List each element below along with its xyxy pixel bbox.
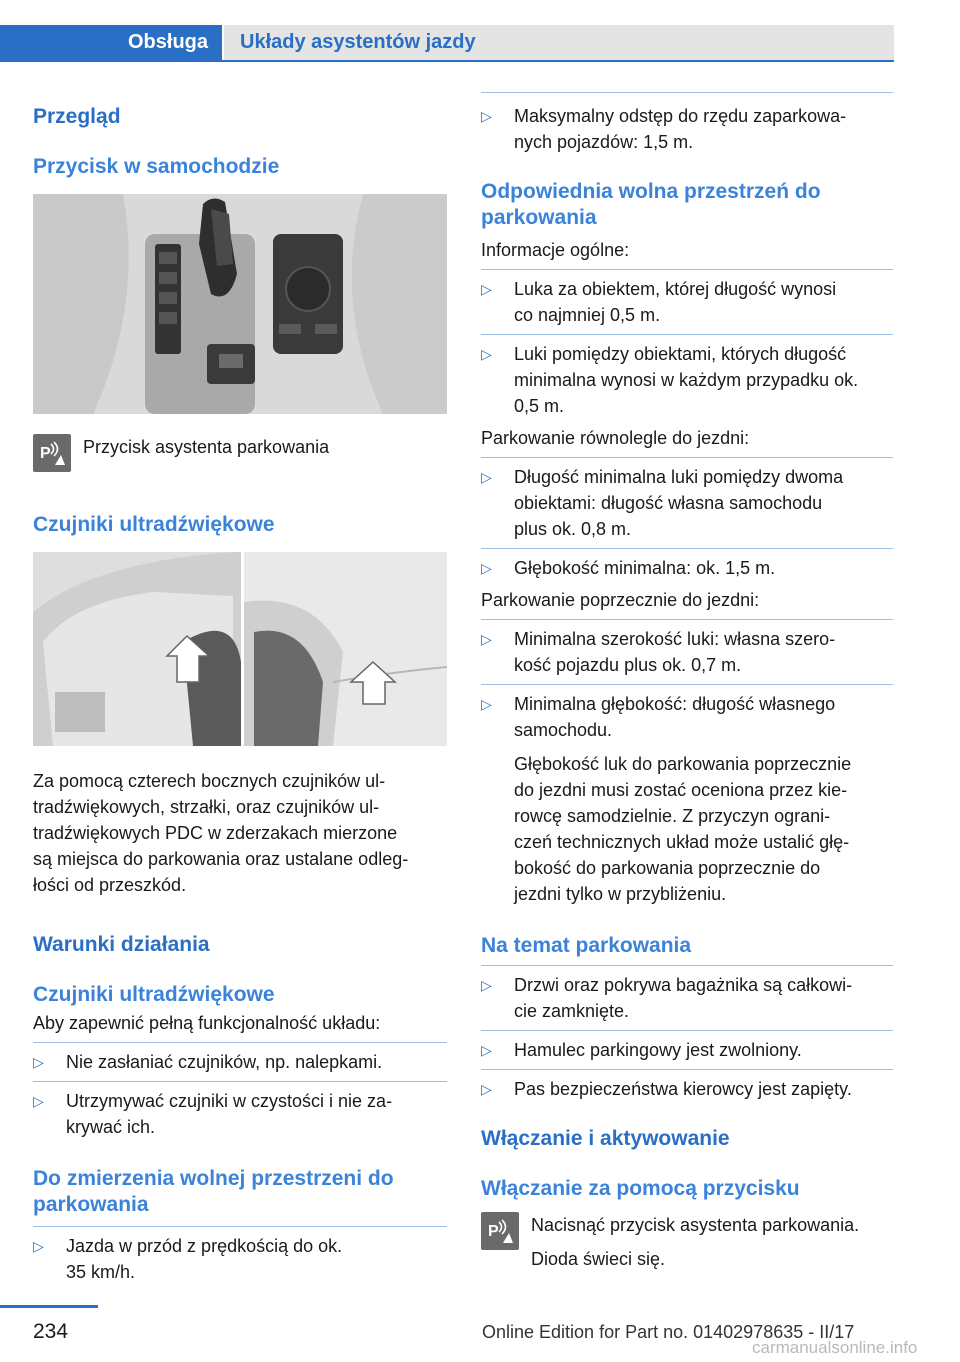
note-line: rowcę samodzielnie. Z przyczyn ograni‐ xyxy=(514,806,831,826)
left-column xyxy=(33,96,447,1285)
heading-warunki: Warunki działania xyxy=(33,933,210,956)
triangle-bullet-icon: ▷ xyxy=(481,631,492,647)
heading-line: Do zmierzenia wolnej przestrzeni do xyxy=(33,1167,394,1190)
heading-wlaczanie-przycisk: Włączanie za pomocą przycisku xyxy=(481,1177,800,1200)
triangle-bullet-icon: ▷ xyxy=(481,696,492,712)
list-item xyxy=(481,691,893,743)
sensor-text-line: tradźwiękowych PDC w zderzakach mierzone xyxy=(33,823,398,843)
intro-full-function: Aby zapewnić pełną funkcjonalność układu: xyxy=(33,1013,381,1033)
bullet-text: Maksymalny odstęp do rzędu zaparkowa‐ xyxy=(514,106,847,126)
bullet-text: Głębokość minimalna: ok. 1,5 m. xyxy=(514,558,776,578)
tab-obsluga[interactable]: Obsługa xyxy=(0,25,222,60)
edition-label: Online Edition for Part no. 01402978635 - II/17 xyxy=(482,1322,855,1342)
divider xyxy=(481,457,893,458)
bullet-text: Minimalna szerokość luki: własna szero‐ xyxy=(514,629,836,649)
divider xyxy=(481,1069,893,1070)
divider xyxy=(481,619,893,620)
heading-na-temat: Na temat parkowania xyxy=(481,934,692,957)
bullet-text: kość pojazdu plus ok. 0,7 m. xyxy=(514,655,742,675)
triangle-bullet-icon: ▷ xyxy=(33,1238,44,1254)
triangle-bullet-icon: ▷ xyxy=(33,1054,44,1070)
tab-section-title[interactable]: Układy asystentów jazdy xyxy=(224,25,894,60)
bullet-text: co najmniej 0,5 m. xyxy=(514,305,661,325)
bullet-text: krywać ich. xyxy=(66,1117,156,1137)
page-number: 234 xyxy=(33,1320,69,1343)
svg-text:P: P xyxy=(488,1223,499,1240)
bullet-text: nych pojazdów: 1,5 m. xyxy=(514,132,694,152)
bullet-text: cie zamknięte. xyxy=(514,1001,630,1021)
bullet-text: Nie zasłaniać czujników, np. nalepkami. xyxy=(66,1052,383,1072)
heading-line: parkowania xyxy=(33,1193,149,1216)
console-illustration xyxy=(33,194,447,414)
divider xyxy=(481,684,893,685)
bullet-text: 35 km/h. xyxy=(66,1262,136,1282)
bullet-text: Luki pomiędzy obiektami, których długość xyxy=(514,344,847,364)
press-instructions xyxy=(531,1212,859,1272)
note-line: czeń technicznych układ może ustalić głę‐ xyxy=(514,832,850,852)
bullet-text: Luka za obiektem, której długość wynosi xyxy=(514,279,837,299)
list-item xyxy=(481,626,893,678)
divider xyxy=(33,1081,447,1082)
sensor-text-line: są miejsca do parkowania oraz ustalane odleg‐ xyxy=(33,849,409,869)
press-button-row xyxy=(481,1212,893,1272)
triangle-bullet-icon: ▷ xyxy=(481,1081,492,1097)
heading-przeglad: Przegląd xyxy=(33,105,121,128)
heading-line: Odpowiednia wolna przestrzeń do xyxy=(481,180,821,203)
heading-czujniki-2: Czujniki ultradźwiękowe xyxy=(33,983,275,1006)
triangle-bullet-icon: ▷ xyxy=(33,1093,44,1109)
bullet-text: obiektami: długość własna samochodu xyxy=(514,493,823,513)
bullet-text: plus ok. 0,8 m. xyxy=(514,519,632,539)
parking-assistant-icon xyxy=(481,1212,519,1250)
bullet-text: Pas bezpieczeństwa kierowcy jest zapięty. xyxy=(514,1079,852,1099)
watermark: carmanualsonline.info xyxy=(752,1338,918,1357)
list-item xyxy=(33,1049,447,1075)
info-general: Informacje ogólne: xyxy=(481,240,630,260)
triangle-bullet-icon: ▷ xyxy=(481,281,492,297)
heading-odpowiednia xyxy=(481,179,893,231)
triangle-bullet-icon: ▷ xyxy=(481,1042,492,1058)
perpendicular-note xyxy=(481,751,893,907)
bullet-text: Minimalna głębokość: długość własnego xyxy=(514,694,836,714)
list-item xyxy=(481,972,893,1024)
console-photo xyxy=(33,194,447,414)
triangle-bullet-icon: ▷ xyxy=(481,108,492,124)
note-line: bokość do parkowania poprzecznie do xyxy=(514,858,821,878)
divider xyxy=(33,1042,447,1043)
divider xyxy=(481,965,893,966)
list-item xyxy=(481,1037,893,1063)
triangle-bullet-icon: ▷ xyxy=(481,560,492,576)
right-column xyxy=(481,92,893,1272)
header-tabbar xyxy=(0,0,894,62)
bullet-text: Jazda w przód z prędkością do ok. xyxy=(66,1236,343,1256)
bullet-text: minimalna wynosi w każdym przypadku ok. xyxy=(514,370,859,390)
list-item xyxy=(481,341,893,419)
sensor-text-line: łości od przeszkód. xyxy=(33,875,187,895)
note-line: jezdni tylko w przybliżeniu. xyxy=(514,884,727,904)
bullet-text: Hamulec parkingowy jest zwolniony. xyxy=(514,1040,802,1060)
heading-czujniki: Czujniki ultradźwiękowe xyxy=(33,513,275,536)
divider xyxy=(481,92,893,93)
button-caption: Przycisk asystenta parkowania xyxy=(83,437,330,457)
heading-przycisk: Przycisk w samochodzie xyxy=(33,155,280,178)
heading-line: parkowania xyxy=(481,206,597,229)
list-item xyxy=(481,464,893,542)
divider xyxy=(481,1030,893,1031)
divider xyxy=(481,334,893,335)
sensor-illustration xyxy=(33,552,447,746)
parking-assistant-icon xyxy=(33,434,71,472)
divider xyxy=(33,1226,447,1227)
footer-line xyxy=(0,1305,98,1308)
led-text: Dioda świeci się. xyxy=(531,1249,666,1269)
sensor-text-line: Za pomocą czterech bocznych czujników ul‐ xyxy=(33,771,386,791)
list-item xyxy=(33,1088,447,1140)
list-item xyxy=(481,1076,893,1102)
bullet-text: samochodu. xyxy=(514,720,613,740)
sensor-description xyxy=(33,768,447,898)
list-item xyxy=(33,1233,447,1285)
bullet-text: Długość minimalna luki pomiędzy dwoma xyxy=(514,467,844,487)
list-item xyxy=(481,103,893,155)
bullet-text: 0,5 m. xyxy=(514,396,565,416)
heading-zmierzenie xyxy=(33,1166,447,1218)
bullet-text: Utrzymywać czujniki w czystości i nie za‐ xyxy=(66,1091,393,1111)
header-divider xyxy=(0,60,894,62)
divider xyxy=(481,548,893,549)
triangle-bullet-icon: ▷ xyxy=(481,977,492,993)
list-item xyxy=(481,276,893,328)
list-item xyxy=(481,555,893,581)
triangle-bullet-icon: ▷ xyxy=(481,469,492,485)
button-caption-row xyxy=(33,434,447,472)
sensor-text-line: tradźwiękowych, strzałki, oraz czujników ul‐ xyxy=(33,797,380,817)
perpendicular-parking-label: Parkowanie poprzecznie do jezdni: xyxy=(481,590,760,610)
note-line: Głębokość luk do parkowania poprzecznie xyxy=(514,754,852,774)
bullet-text: Drzwi oraz pokrywa bagażnika są całkowi‐ xyxy=(514,975,853,995)
press-text: Nacisnąć przycisk asystenta parkowania. xyxy=(531,1215,860,1235)
parallel-parking-label: Parkowanie równolegle do jezdni: xyxy=(481,428,750,448)
divider xyxy=(481,269,893,270)
note-line: do jezdni musi zostać oceniona przez kie‐ xyxy=(514,780,848,800)
triangle-bullet-icon: ▷ xyxy=(481,346,492,362)
car-sensor-photo xyxy=(33,552,447,746)
svg-text:P: P xyxy=(40,445,51,462)
heading-wlaczanie: Włączanie i aktywowanie xyxy=(481,1127,730,1150)
